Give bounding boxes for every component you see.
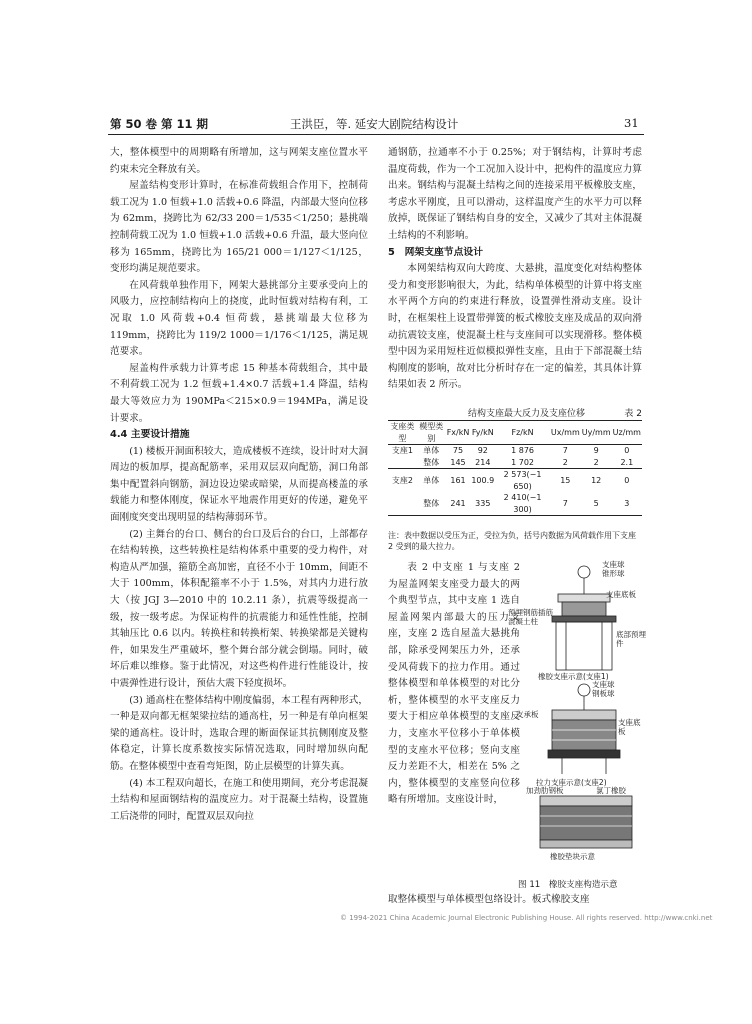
table-cell: 214 — [475, 457, 491, 467]
figure-label: 预埋钢筋插筋混凝土柱 — [508, 608, 553, 626]
paragraph: 在风荷载单独作用下，网架大悬挑部分主要承受向上的风吸力，应控制结构向上的挠度，此时恒载对结构有利，工况取 1.0 风荷载+0.4 恒荷载，悬挑端最大位移为 119mm，挠跨比为 119/2 1000＝1/176＜1/125，满足规范要求。 — [110, 279, 368, 358]
header-rule — [108, 134, 644, 135]
figure-label: 支承板 — [516, 710, 539, 719]
table-cell: 整体 — [417, 492, 446, 516]
table-cell: 7 — [550, 445, 581, 457]
left-column — [110, 145, 368, 825]
table-cell: 335 — [470, 492, 495, 516]
table-cell: 100.9 — [470, 469, 495, 493]
table-cell: 2.1 — [620, 457, 634, 467]
right-column-top — [388, 145, 642, 394]
table-header-cell: Fx/kN — [446, 421, 471, 445]
figure-sublabel: 拉力支座示意(支座2) — [536, 778, 607, 787]
table-cell: 5 — [581, 492, 612, 516]
table-cell: 1 702 — [511, 457, 535, 467]
table-cell: 7 — [550, 492, 581, 516]
table-header-cell: Ux/mm — [550, 421, 581, 445]
table-header-cell: Uz/mm — [612, 421, 642, 445]
table-cell: 整体 — [423, 457, 440, 467]
running-title: 王洪臣，等. 延安大剧院结构设计 — [290, 117, 459, 131]
table-row — [388, 445, 642, 457]
table-row — [388, 469, 642, 493]
table-cell: 2 573(−1 650) — [495, 469, 550, 493]
table-cell: 145 — [450, 457, 466, 467]
right-column-bottom — [388, 892, 642, 909]
table-cell: 支座1 — [388, 445, 417, 457]
table-cell: 9 — [581, 445, 612, 457]
table-cell — [388, 492, 417, 516]
table-cell: 单体 — [417, 445, 446, 457]
table-cell: 2 — [593, 457, 599, 467]
table-cell: 75 — [446, 445, 471, 457]
table-cell: 15 — [550, 469, 581, 493]
table-row — [388, 492, 642, 516]
table-cell: 92 — [470, 445, 495, 457]
table-cell: 2 410(−1 300) — [495, 492, 550, 516]
figure-sublabel: 橡胶支座示意(支座1) — [538, 672, 609, 681]
table-cell: 3 — [612, 492, 642, 516]
tension-bearing-shape — [552, 720, 616, 750]
bearing-figure — [508, 560, 646, 878]
table-note: 注：表中数据以受压为正，受拉为负，括号内数据为风荷载作用下支座 2 受到的最大拉力。 — [388, 531, 636, 551]
table-cell: 0 — [612, 445, 642, 457]
table-header-cell: Fz/kN — [495, 421, 550, 445]
paragraph: 通钢筋，拉通率不小于 0.25%；对于钢结构，计算时考虑温度荷载，作为一个工况加入设计中，把构件的温度应力算出来。钢结构与混凝土结构之间的连接采用平板橡胶支座，考虑水平刚度，且可以滑动，这样温度产生的水平力可以释放掉，既保证了钢结构自身的安全，又减少了其对主体混凝土结构的不利影响。 — [388, 147, 642, 241]
paragraph: 表 2 中支座 1 与支座 2 为屋盖网架支座受力最大的两个典型节点，其中支座 1 选自屋盖网架内部最大的压力支座，支座 2 选自屋盖大悬挑角部，除承受网架压力外，还承受风荷载下的拉力作用。通过整体模型和单体模型的对比分析，整体模型的水平支座反力要大于相应单体模型的支座反力，支座水平位移小于单体模型的支座水平位移；竖向支座反力差距不大，相差在 5% 之内，整体模型的支座竖向位移略有所增加。支座设计时， — [388, 562, 520, 806]
table-row — [388, 457, 642, 469]
table-cell: 0 — [612, 469, 642, 493]
table-cell: 单体 — [417, 469, 446, 493]
table-header-cell: Fy/kN — [470, 421, 495, 445]
reaction-table — [388, 420, 642, 516]
rubber-pad-shape — [562, 602, 606, 616]
table-cell: 1 876 — [495, 445, 550, 457]
paragraph: (4) 本工程双向超长，在施工和使用期间，充分考虑混凝土结构和屋面钢结构的温度应力。对于混凝土结构，设置施工后浇带的同时，配置双层双向拉 — [110, 777, 368, 822]
page-number: 31 — [624, 116, 639, 130]
figure-label: 支座球 — [602, 560, 625, 569]
table-cell: 支座2 — [388, 469, 417, 493]
figure-label: 加劲肋钢板 — [526, 786, 564, 795]
paragraph: 取整体模型与单体模型包络设计。板式橡胶支座 — [388, 894, 590, 905]
copyright-footer: © 1994-2021 China Academic Journal Electronic Publishing House. All rights reserved. http://www.cnki.net — [340, 914, 713, 922]
figure-caption: 图 11 橡胶支座构造示意 — [518, 880, 618, 890]
figure-label: 氯丁橡胶 — [596, 786, 626, 795]
paragraph: 本网架结构双向大跨度、大悬挑，温度变化对结构整体受力和变形影响很大，为此，结构单体模型的计算中将支座水平两个方向的约束进行释放，设置弹性滑动支座。设计时，在框架柱上设置带弹簧的板式橡胶支座及成品的双向滑动抗震铰支座，使混凝土柱与支座间可以实现滑移。整体模型中因为采用短柱近似模拟弹性支座，且由于下部混凝土结构刚度的影响，故对比分析时存在一定的偏差，其具体计算结果如表 2 所示。 — [388, 263, 642, 391]
figure-label: 锥形球 — [602, 569, 625, 578]
figure-label: 支座底板 — [606, 590, 636, 599]
paragraph: 屋盖构件承载力计算考虑 15 种基本荷载组合，其中最不利荷载工况为 1.2 恒载+1.4×0.7 活载+1.4 降温，结构最大等效应力为 190MPa＜215×0.9＝194MPa，满足设计要求。 — [110, 362, 368, 424]
table-title: 结构支座最大反力及支座位移 — [468, 409, 586, 419]
section-heading-5: 5 网架支座节点设计 — [388, 246, 483, 258]
rubber-block-shape — [540, 806, 632, 840]
journal-volume: 第 50 卷 第 11 期 — [110, 117, 209, 131]
paragraph: 大，整体模型中的周期略有所增加，这与网架支座位置水平约束未完全释放有关。 — [110, 147, 368, 175]
table-cell: 12 — [581, 469, 612, 493]
figure-label: 支座底板 — [618, 718, 641, 736]
figure-label: 支座球 — [592, 680, 615, 689]
table-cell: 161 — [446, 469, 471, 493]
table-cell: 2 — [562, 457, 568, 467]
paragraph: 屋盖结构变形计算时，在标准荷载组合作用下，控制荷载工况为 1.0 恒载+1.0 活载+0.6 降温，内部最大竖向位移为 62mm，挠跨比为 62/33 200＝1/535＜1/250；悬挑端控制荷载工况为 1.0 恒载+1.0 活载+0.6 升温，最大竖向位移为 165mm，挠跨比为 165/21 000＝1/127＜1/125，变形均满足规范要求。 — [110, 180, 368, 275]
bearing-plate-shape — [558, 594, 610, 602]
table-number: 表 2 — [624, 409, 642, 419]
table-header-cell: 模型类别 — [417, 421, 446, 445]
paragraph: (1) 楼板开洞面积较大，造成楼板不连续，设计时对大洞周边的板加厚，提高配筋率，采用双层双向配筋，洞口角部集中配置斜向钢筋，洞边设边梁或暗梁，从而提高楼盖的承载能力和整体刚度，保证水平地震作用更好的传递，避免平面刚度突变出现明显的结构薄弱环节。 — [110, 445, 368, 524]
table-header-cell: 支座类型 — [388, 421, 417, 445]
paragraph: (3) 通高柱在整体结构中刚度偏弱，本工程有两种形式，一种是双向都无框架梁拉结的通高柱，另一种是有单向框架梁的通高柱。设计时，选取合理的断面保证其抗侧刚度及整体稳定，计算长度系数按实际情况选取，同时增加纵向配筋。在整体模型中查看弯矩图，防止层模型的计算失真。 — [110, 694, 368, 772]
support-ball-shape — [578, 566, 590, 578]
section-heading-4-4: 4.4 主要设计措施 — [110, 429, 190, 441]
paragraph: (2) 主舞台的台口、侧台的台口及后台的台口，上部都存在结构转换，这些转换柱是结构体系中重要的受力构件，对构造从严加强，箍筋全高加密，直径不小于 10mm，间距不大于 100mm，体积配箍率不小于 1.5%，对其内力进行放大（按 JGJ 3—2010 中的 10.2.11 条），抗震等级提高一级，按一级考虑。为保证构件的抗震能力和延性性能，控制其轴压比 0.6 以内。转换柱和转换桁架、转换梁都是关键构件，如果发生严重破坏，整个舞台部分就会倒塌。同时，破坏后难以维修。鉴于此情况，对这些构件进行性能设计，按中震弹性进行设计，预估大震下轻度损坏。 — [110, 528, 368, 689]
right-column-narrow — [388, 560, 520, 809]
table-cell: 241 — [446, 492, 471, 516]
figure-sublabel: 橡胶垫块示意 — [550, 852, 595, 861]
figure-label: 钢板球 — [592, 689, 615, 698]
table-header-cell: Uy/mm — [581, 421, 612, 445]
table-cell — [388, 457, 417, 469]
concrete-column-shape — [556, 622, 612, 670]
figure-label: 底部预埋件 — [616, 630, 646, 648]
